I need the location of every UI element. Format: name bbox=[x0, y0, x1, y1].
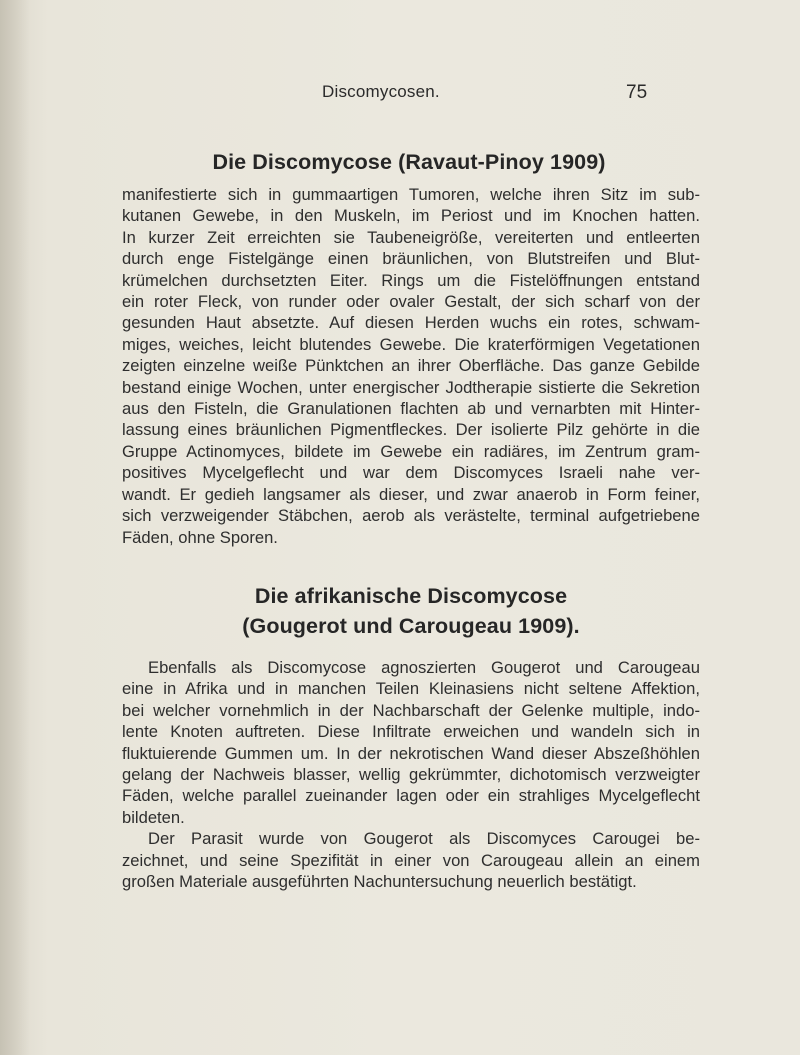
text-line: sich verzweigender Stäbchen, aerob als verästelte, terminal aufgetriebene bbox=[122, 506, 700, 526]
text-line: zeichnet, und seine Spezifität in einer von Carougeau allein an einem bbox=[122, 850, 700, 870]
text-line: wandt. Er gedieh langsamer als dieser, und zwar anaerob in Form feiner, bbox=[122, 484, 700, 504]
text-line: eine in Afrika und in manchen Teilen Kleinasiens nicht seltene Affektion, bbox=[122, 679, 700, 699]
page-body bbox=[122, 148, 700, 892]
text-line: bestand einige Wochen, unter energischer Jodtherapie sistierte die Sekretion bbox=[122, 377, 700, 397]
text-line: miges, weiches, leicht blutendes Gewebe. Die kraterförmigen Vegetationen bbox=[122, 334, 700, 354]
page-number: 75 bbox=[626, 82, 648, 103]
section-heading: Die Discomycose (Ravaut-Pinoy 1909) bbox=[212, 150, 606, 174]
running-header bbox=[0, 82, 800, 108]
text-line: aus den Fisteln, die Granulationen flachten ab und vernarbten mit Hinter- bbox=[122, 399, 700, 419]
text-line: lente Knoten auftreten. Diese Infiltrate erweichen und wandeln sich in bbox=[122, 722, 700, 742]
text-line: Fäden, ohne Sporen. bbox=[122, 527, 278, 547]
text-line: Der Parasit wurde von Gougerot als Discomyces Carougei be- bbox=[148, 829, 700, 849]
text-line: gesunden Haut absetzte. Auf diesen Herden wuchs ein rotes, schwam- bbox=[122, 313, 700, 333]
text-line: bei welcher vornehmlich in der Nachbarschaft der Gelenke multiple, indo- bbox=[122, 700, 700, 720]
body-paragraph bbox=[122, 184, 700, 548]
text-line: ein roter Fleck, von runder oder ovaler Gestalt, der sich scharf von der bbox=[122, 292, 700, 312]
body-paragraph bbox=[122, 657, 700, 828]
text-line: fluktuierende Gummen um. In der nekrotischen Wand dieser Abszeßhöhlen bbox=[122, 743, 700, 763]
text-line: lassung eines bräunlichen Pigmentfleckes. Der isolierte Pilz gehörte in die bbox=[122, 420, 700, 440]
text-line: gelang der Nachweis blasser, wellig gekrümmter, dichotomisch verzweigter bbox=[122, 764, 700, 784]
text-line: positives Mycelgeflecht und war dem Discomyces Israeli nahe ver- bbox=[122, 463, 700, 483]
text-line: kutanen Gewebe, in den Muskeln, im Periost und im Knochen hatten. bbox=[122, 206, 700, 226]
text-line: bildeten. bbox=[122, 807, 185, 827]
text-line: In kurzer Zeit erreichten sie Taubeneigröße, vereiterten und entleerten bbox=[122, 227, 700, 247]
body-paragraph bbox=[122, 828, 700, 892]
text-line: durch enge Fistelgänge einen bräunlichen, von Blutstreifen und Blut- bbox=[122, 249, 700, 269]
section-ravaut-pinoy bbox=[122, 148, 700, 548]
text-line: Ebenfalls als Discomycose agnoszierten Gougerot und Carougeau bbox=[148, 657, 700, 677]
text-line: zeigten einzelne weiße Pünktchen an ihrer Oberfläche. Das ganze Gebilde bbox=[122, 356, 700, 376]
section-heading-line2: (Gougerot und Carougeau 1909). bbox=[242, 613, 580, 638]
text-line: krümelchen durchsetzten Eiter. Rings um die Fistelöffnungen entstand bbox=[122, 270, 700, 290]
running-title: Discomycosen. bbox=[322, 82, 440, 101]
section-african-discomycosis bbox=[122, 581, 700, 892]
text-line: Fäden, welche parallel zueinander lagen oder ein strahliges Mycelgeflecht bbox=[122, 786, 700, 806]
text-line: manifestierte sich in gummaartigen Tumoren, welche ihren Sitz im sub- bbox=[122, 185, 700, 204]
text-line: Gruppe Actinomyces, bildete im Gewebe ein radiäres, im Zentrum gram- bbox=[122, 441, 700, 461]
section-heading-line1: Die afrikanische Discomycose bbox=[254, 583, 568, 608]
text-line: großen Materiale ausgeführten Nachuntersuchung neuerlich bestätigt. bbox=[122, 871, 637, 891]
page-gutter-shadow bbox=[0, 0, 30, 1055]
